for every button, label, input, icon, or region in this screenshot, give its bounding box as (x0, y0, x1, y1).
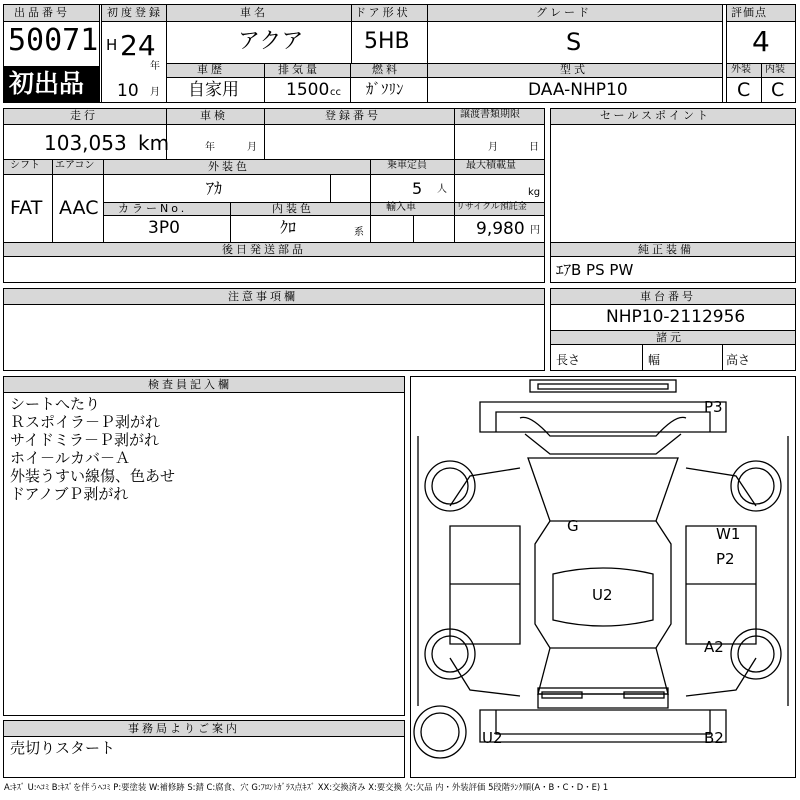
equipment-label: 純正装備 (638, 243, 694, 256)
year-unit: 年 (150, 61, 160, 72)
damage-mark-a2: A2 (704, 638, 724, 656)
aircon-label: エアコン (55, 160, 95, 171)
damage-mark-p2: P2 (716, 550, 735, 568)
later-parts-label: 後日発送部品 (222, 243, 306, 256)
car-name: アクア (238, 29, 304, 54)
damage-mark-b2: B2 (704, 729, 724, 747)
damage-mark-p3: P3 (704, 398, 723, 416)
registration-number-label: 登録番号 (325, 109, 381, 122)
lot-number-label: 出品番号 (14, 6, 70, 19)
door-type-label: ドア形状 (355, 6, 411, 19)
mileage-label: 走行 (70, 109, 98, 122)
inspector-label: 検査員記入欄 (148, 378, 232, 391)
office-note: 売切りスタート (10, 739, 116, 757)
interior-grade: C (771, 79, 785, 101)
displacement-unit: cc (330, 87, 341, 98)
lot-number: 50071 (8, 23, 99, 58)
mileage-unit: km (138, 131, 170, 155)
length-label: 長さ (556, 353, 581, 367)
displacement-label: 排気量 (278, 63, 320, 76)
displacement: 1500 (286, 80, 330, 100)
fuel-label: 燃料 (372, 63, 400, 76)
fuel: ｶﾞｿﾘﾝ (366, 80, 404, 98)
sales-points-label: セールスポイント (600, 109, 712, 122)
equipment: ｴｱB PS PW (556, 261, 634, 279)
capacity-unit: 人 (437, 184, 447, 195)
history-label: 車歴 (197, 63, 225, 76)
office-label: 事務局よりご案内 (128, 722, 240, 735)
era-mark: H (106, 36, 118, 54)
exterior-color-label: 外装色 (208, 160, 250, 173)
transfer-month-unit: 月 (488, 142, 498, 153)
inspector-note: Ｒスポイラ－Ｐ剥がれ (10, 413, 161, 431)
inspector-note: ドアノブＰ剥がれ (10, 485, 129, 503)
max-load-label: 最大積載量 (466, 160, 516, 171)
transfer-deadline-label: 譲渡書類期限 (460, 109, 520, 120)
recycle-label: リサイクル預託金 (456, 202, 527, 212)
first-listing-badge-text: 初出品 (9, 69, 85, 98)
inspection-month-unit: 月 (247, 142, 257, 153)
shift: FAT (10, 197, 43, 219)
inspector-note: ホイ－ルカバ－Ａ (10, 449, 131, 467)
chassis-label: 車台番号 (640, 290, 696, 303)
interior-grade-label: 内装 (765, 64, 785, 75)
first-registration-label: 初度登録 (107, 6, 163, 19)
model: DAA-NHP10 (528, 80, 628, 100)
legend: A:ｷｽﾞ U:ﾍｺﾐ B:ｷｽﾞを伴うﾍｺﾐ P:要塗装 W:補修跡 S:錆 C:腐食、穴 G:ﾌﾛﾝﾄｶﾞﾗｽ点ｷｽﾞ XX:交換済み X:要交換 欠:欠品 内・外装評価 5段階ﾗﾝｸ順(A・B・C・D・E) 1 (4, 782, 609, 792)
height-label: 高さ (726, 353, 751, 367)
exterior-grade: C (737, 79, 751, 101)
grade: S (566, 28, 582, 56)
model-label: 型式 (560, 63, 588, 76)
max-load-unit: kg (528, 187, 541, 198)
interior-color: ｸﾛ (280, 218, 297, 237)
exterior-color: ｱｶ (206, 179, 223, 198)
shift-label: シフト (10, 160, 40, 171)
interior-color-label: 内装色 (272, 202, 314, 215)
inspection-label: 車検 (200, 109, 228, 122)
damage-mark-w1: W1 (716, 525, 741, 543)
damage-mark-u2-bottom: U2 (482, 729, 503, 747)
registration-month: 10 (117, 81, 139, 101)
inspector-note: シートへたり (10, 395, 101, 413)
notes-label: 注意事項欄 (228, 290, 298, 303)
history: 自家用 (188, 80, 239, 100)
inspection-year-unit: 年 (205, 142, 215, 153)
width-label: 幅 (648, 353, 661, 367)
import-label: 輸入車 (386, 202, 416, 213)
color-number: 3P0 (148, 218, 180, 238)
car-name-label: 車名 (240, 6, 268, 19)
damage-mark-g: G (567, 517, 579, 535)
damage-mark-u2-center: U2 (592, 586, 613, 604)
specs-label: 諸元 (656, 331, 684, 344)
car-diagram (410, 376, 796, 778)
grade-label: グレード (536, 6, 592, 19)
capacity-label: 乗車定員 (387, 160, 427, 171)
color-number-label: カラーNo. (118, 202, 188, 215)
score: 4 (752, 25, 770, 58)
month-unit: 月 (150, 87, 160, 98)
door-type: 5HB (364, 29, 410, 54)
exterior-grade-label: 外装 (731, 64, 751, 75)
inspector-note: サイドミラ－Ｐ剥がれ (10, 431, 159, 449)
transfer-day-unit: 日 (529, 142, 539, 153)
inspector-note: 外装うすい線傷、色あせ (10, 467, 176, 485)
recycle-unit: 円 (530, 225, 540, 236)
capacity: 5 (412, 179, 423, 198)
interior-color-unit: 系 (354, 227, 364, 238)
recycle-fee: 9,980 (476, 219, 525, 239)
chassis-number: NHP10-2112956 (606, 307, 746, 327)
mileage: 103,053 (44, 131, 127, 155)
score-label: 評価点 (731, 6, 767, 19)
registration-year: 24 (120, 29, 156, 62)
aircon: AAC (59, 197, 99, 219)
